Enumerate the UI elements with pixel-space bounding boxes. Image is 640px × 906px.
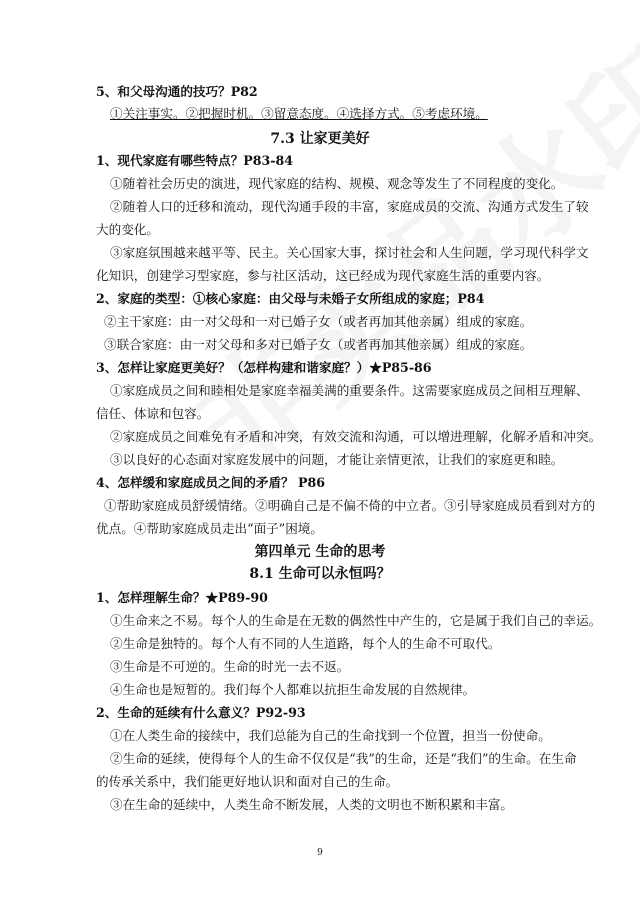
s2-point-3: ③在生命的延续中，人类生命不断发展，人类的文明也不断积累和丰富。: [110, 797, 513, 812]
q1-point-1: ①随着社会历史的演进，现代家庭的结构、规模、观念等发生了不同程度的变化。: [110, 176, 564, 191]
q3-point-1-line-1: ①家庭成员之间和睦相处是家庭幸福美满的重要条件。这需要家庭成员之间相互理解、: [110, 383, 589, 398]
s1-point-2: ②生命是独特的。每个人有不同的人生道路，每个人的生命不可取代。: [110, 636, 501, 651]
unit-heading: 第四单元 生命的思考: [254, 544, 386, 560]
s2-point-1: ①在人类生命的接续中，我们总能为自己的生命找到一个位置，担当一份使命。: [110, 728, 551, 743]
q1-point-2-line-2: 大的变化。: [96, 222, 159, 237]
q4-title: 4、怎样缓和家庭成员之间的矛盾？ P86: [96, 475, 326, 490]
q1-title: 1、现代家庭有哪些特点？P83-84: [96, 153, 294, 168]
q3-point-3: ③以良好的心态面对家庭发展中的问题，才能让亲情更浓，让我们的家庭更和睦。: [110, 452, 564, 467]
s2-point-2-line-1: ②生命的延续，使得每个人的生命不仅仅是“我”的生命，还是“我们”的生命。在生命: [110, 751, 577, 766]
q1-point-2-line-1: ②随着人口的迁移和流动，现代沟通手段的丰富，家庭成员的交流、沟通方式发生了较: [110, 199, 589, 214]
q2-title: 2、家庭的类型：①核心家庭：由父母与未婚子女所组成的家庭；P84: [96, 291, 485, 306]
q2-point-2: ②主干家庭：由一对父母和一对已婚子女（或者再加其他亲属）组成的家庭。: [104, 314, 533, 329]
s1-point-4: ④生命也是短暂的。我们每个人都难以抗拒生命发展的自然规律。: [110, 682, 476, 697]
q2-point-3: ③联合家庭：由一对父母和多对已婚子女（或者再加其他亲属）组成的家庭。: [104, 337, 533, 352]
q1-point-3-line-1: ③家庭氛围越来越平等、民主。关心国家大事，探讨社会和人生问题，学习现代科学文: [110, 245, 589, 260]
s1-point-3: ③生命是不可逆的。生命的时光一去不返。: [110, 659, 350, 674]
q1-point-3-line-2: 化知识，创建学习型家庭，参与社区活动，这已经成为现代家庭生活的重要内容。: [96, 268, 550, 283]
q4-answer-line-1: ①帮助家庭成员舒缓情绪。②明确自己是不偏不倚的中立者。③引导家庭成员看到对方的: [104, 498, 596, 513]
q5-answer: ①关注事实。②把握时机。③留意态度。④选择方式。⑤考虑环境。: [110, 106, 488, 121]
s2-point-2-line-2: 的传承关系中，我们能更好地认识和面对自己的生命。: [96, 774, 399, 789]
s2-title: 2、生命的延续有什么意义？P92-93: [96, 705, 306, 720]
q4-answer-line-2: 优点。④帮助家庭成员走出“面子”困境。: [96, 521, 323, 536]
section-heading-7-3: 7.3 让家更美好: [270, 131, 370, 147]
s1-point-1: ①生命来之不易。每个人的生命是在无数的偶然性中产生的，它是属于我们自己的幸运。: [110, 613, 602, 628]
q3-point-1-line-2: 信任、体谅和包容。: [96, 406, 210, 421]
q5-title: 5、和父母沟通的技巧？P82: [96, 84, 258, 99]
q3-point-2: ②家庭成员之间难免有矛盾和冲突，有效交流和沟通，可以增进理解，化解矛盾和冲突。: [110, 429, 602, 444]
page-number: 9: [317, 848, 323, 858]
section-heading-8-1: 8.1 生命可以永恒吗？: [249, 566, 391, 582]
s1-title: 1、怎样理解生命？★P89-90: [96, 590, 268, 605]
q3-title: 3、怎样让家庭更美好？（怎样构建和谐家庭？）★P85-86: [96, 360, 432, 375]
